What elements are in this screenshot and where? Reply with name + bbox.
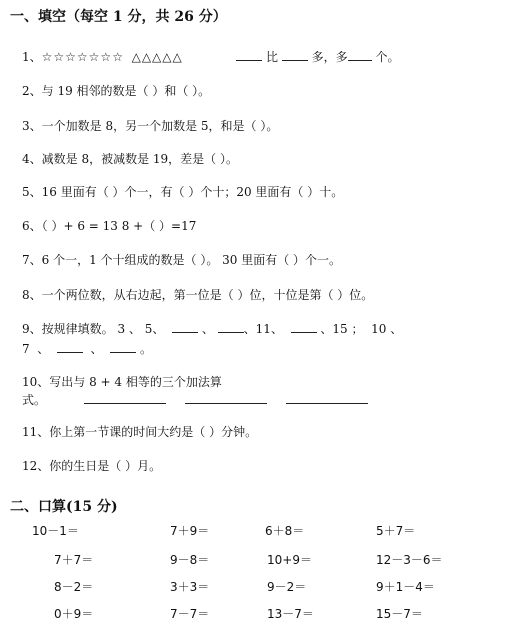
q10-blank-1[interactable] [84,391,166,404]
q9-blank-3[interactable] [291,320,317,333]
question-4: 4、减数是 8，被减数是 19，差是（ ）。 [22,152,238,166]
question-11: 11、你上第一节课的时间大约是（ ）分钟。 [22,425,258,439]
q1-ge: 个。 [375,50,400,64]
question-10-line-2 [22,391,368,408]
q10-blank-2[interactable] [185,391,267,404]
q1-blank-2[interactable] [282,48,308,61]
q10-text-b: 式。 [22,393,47,407]
question-3: 3、一个加数是 8，另一个加数是 5，和是（ ）。 [22,119,279,133]
calc-r1-c1: 10－1＝ [32,524,79,538]
calc-r2-c3: 10+9＝ [267,553,312,567]
q1-blank-3[interactable] [348,48,372,61]
section-2-title: 二、口算(15 分) [10,499,118,515]
calc-r2-c1: 7＋7＝ [54,553,94,567]
q9-blank-5[interactable] [110,340,136,353]
q9-sep-1: 、 [201,322,214,336]
question-9-line-2: 7 、 、 。 [22,342,153,356]
q9-sep-3: 、 [90,342,103,356]
calc-r4-c3: 13－7＝ [267,607,314,621]
q9-blank-2[interactable] [218,320,244,333]
q1-duo: 多，多 [311,50,348,64]
question-12: 12、你的生日是（ ）月。 [22,459,162,473]
q1-blank-1[interactable] [236,48,262,61]
q9-sep-2: 、15 ； 10 、 [320,322,403,336]
calc-r1-c2: 7＋9＝ [170,524,210,538]
calc-r2-c4: 12－3－6＝ [376,553,443,567]
question-9-line-1 [22,320,402,337]
calc-r1-c4: 5＋7＝ [376,524,416,538]
q9-blank-4[interactable] [57,340,83,353]
q9-blank-1[interactable] [172,320,198,333]
question-10-line-1: 10、写出与 8 + 4 相等的三个加法算 [22,375,222,389]
q1-number: 1、 [22,50,42,64]
calc-r4-c2: 7－7＝ [170,607,210,621]
calc-r3-c3: 9－2＝ [267,580,307,594]
calc-r1-c3: 6＋8＝ [265,524,305,538]
question-8: 8、一个两位数，从右边起，第一位是（ ）位，十位是第（ ）位。 [22,288,374,302]
section-1-title: 一、填空（每空 1 分，共 26 分） [10,9,227,25]
question-5: 5、16 里面有（ ）个一，有（ ）个十；20 里面有（ ）十。 [22,185,344,199]
q9-text-b: 、11、 [243,322,283,336]
q1-triangles: △△△△△ [131,50,183,64]
question-2: 2、与 19 相邻的数是（ ）和（ ）。 [22,84,211,98]
question-1 [22,48,400,65]
q1-stars: ☆☆☆☆☆☆☆ [41,50,124,64]
q9-text-a: 9、按规律填数。 3 、 5、 [22,322,165,336]
question-7: 7、6 个一，1 个十组成的数是（ ）。 30 里面有（ ）个一。 [22,253,342,267]
calc-r2-c2: 9－8＝ [170,553,210,567]
calc-r3-c4: 9＋1－4＝ [376,580,435,594]
q9-text-c: 7 、 [22,342,50,356]
calc-r4-c1: 0＋9＝ [54,607,94,621]
calc-r3-c2: 3＋3＝ [170,580,210,594]
calc-r3-c1: 8－2＝ [54,580,94,594]
q1-bi: 比 [265,50,278,64]
calc-r4-c4: 15－7＝ [376,607,423,621]
q10-blank-3[interactable] [286,391,368,404]
question-6: 6、（ ）+ 6 = 13 8 +（ ）=17 [22,219,197,233]
